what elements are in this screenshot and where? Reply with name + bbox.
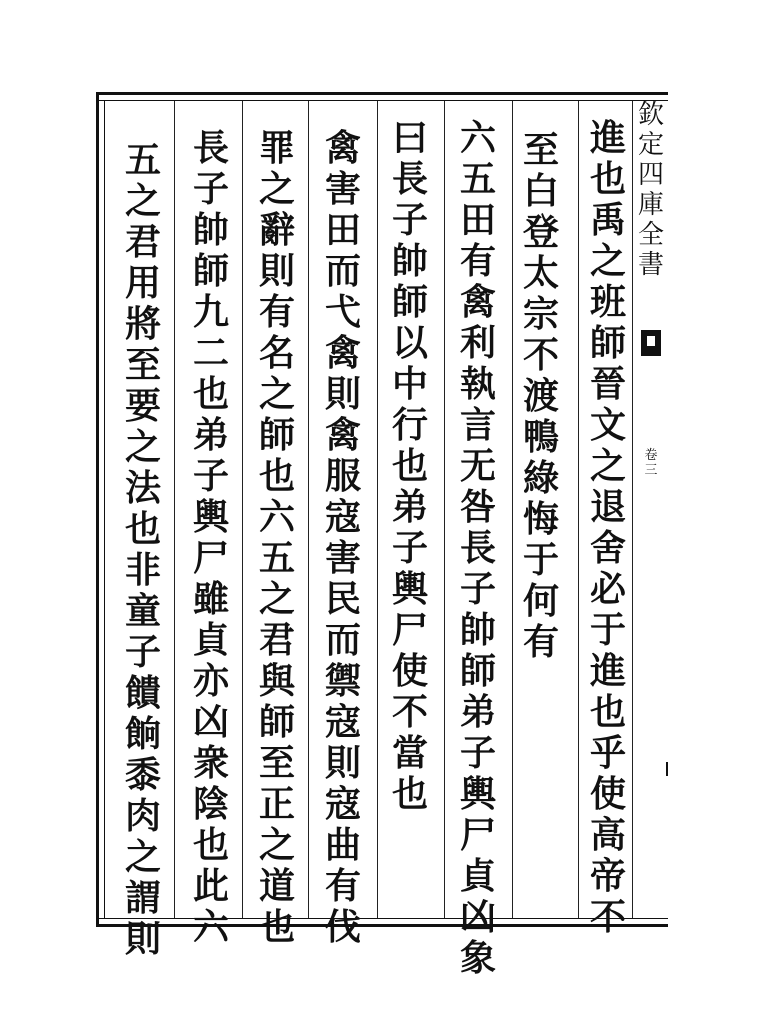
column-char: 帥 [391, 240, 428, 282]
column-char: 六 [258, 496, 295, 538]
title-char: 全 [637, 220, 664, 250]
column-char: 將 [124, 303, 161, 345]
column-char: 曰 [391, 117, 428, 159]
column-char: 凶 [459, 896, 496, 938]
column-char: 師 [192, 250, 229, 292]
column-char: 子 [391, 527, 428, 569]
column-char: 弟 [192, 414, 229, 456]
column-char: 无 [459, 445, 496, 487]
text-column [453, 118, 503, 979]
title-char: 庫 [637, 190, 664, 220]
column-char: 也 [391, 445, 428, 487]
column-divider [377, 101, 378, 918]
text-column [118, 140, 168, 960]
column-char: 中 [391, 363, 428, 405]
column-char: 文 [589, 404, 626, 446]
left-border [96, 92, 99, 927]
text-column [385, 118, 435, 815]
column-char: 陰 [192, 783, 229, 825]
column-char: 執 [459, 363, 496, 405]
column-char: 尸 [459, 814, 496, 856]
column-char: 師 [589, 322, 626, 364]
column-char: 寇 [324, 783, 361, 825]
column-char: 衆 [192, 742, 229, 784]
column-char: 肉 [124, 795, 161, 837]
column-char: 法 [124, 467, 161, 509]
column-divider [578, 101, 579, 918]
column-char: 餉 [124, 713, 161, 755]
column-char: 則 [324, 742, 361, 784]
column-char: 子 [459, 568, 496, 610]
text-column [516, 130, 566, 663]
column-char: 之 [258, 824, 295, 866]
column-char: 尸 [391, 609, 428, 651]
left-border-inner [104, 100, 105, 919]
column-char: 行 [391, 404, 428, 446]
column-char: 禽 [459, 281, 496, 323]
column-char: 師 [258, 414, 295, 456]
column-char: 白 [522, 170, 559, 212]
column-char: 師 [459, 650, 496, 692]
column-char: 貞 [459, 855, 496, 897]
column-char: 之 [124, 426, 161, 468]
column-char: 黍 [124, 754, 161, 796]
column-char: 帥 [459, 609, 496, 651]
column-char: 九 [192, 291, 229, 333]
column-char: 有 [324, 865, 361, 907]
column-char: 何 [522, 580, 559, 622]
column-char: 子 [391, 199, 428, 241]
column-char: 輿 [192, 496, 229, 538]
column-divider [308, 101, 309, 918]
column-char: 寇 [324, 701, 361, 743]
column-char: 而 [324, 619, 361, 661]
column-char: 弟 [459, 691, 496, 733]
column-char: 禦 [324, 660, 361, 702]
column-char: 田 [459, 199, 496, 241]
column-char: 也 [192, 373, 229, 415]
column-char: 師 [258, 701, 295, 743]
column-char: 則 [324, 373, 361, 415]
column-char: 之 [258, 373, 295, 415]
column-char: 至 [124, 344, 161, 386]
column-char: 之 [258, 168, 295, 210]
column-char: 則 [124, 918, 161, 960]
column-char: 六 [459, 117, 496, 159]
column-char: 曲 [324, 824, 361, 866]
column-char: 罪 [258, 127, 295, 169]
column-char: 有 [522, 621, 559, 663]
column-char: 不 [589, 896, 626, 938]
column-char: 五 [258, 537, 295, 579]
column-char: 君 [124, 221, 161, 263]
column-char: 帝 [589, 855, 626, 897]
volume-label [640, 448, 662, 478]
column-char: 禽 [324, 127, 361, 169]
column-char: 禹 [589, 199, 626, 241]
column-char: 弟 [391, 486, 428, 528]
column-char: 輿 [391, 568, 428, 610]
column-char: 也 [391, 773, 428, 815]
book-title [634, 100, 668, 280]
column-char: 二 [192, 332, 229, 374]
column-char: 也 [258, 906, 295, 948]
column-char: 服 [324, 455, 361, 497]
margin-tick [666, 762, 668, 776]
column-char: 不 [522, 334, 559, 376]
column-char: 言 [459, 404, 496, 446]
column-char: 也 [124, 508, 161, 550]
column-char: 也 [589, 158, 626, 200]
column-char: 必 [589, 568, 626, 610]
column-char: 高 [589, 814, 626, 856]
column-char: 長 [192, 127, 229, 169]
column-char: 班 [589, 281, 626, 323]
column-char: 悔 [522, 498, 559, 540]
column-char: 輿 [459, 773, 496, 815]
column-char: 而 [324, 250, 361, 292]
column-char: 之 [124, 180, 161, 222]
column-divider [242, 101, 243, 918]
column-char: 子 [124, 631, 161, 673]
title-char: 書 [637, 250, 664, 280]
column-char: 以 [391, 322, 428, 364]
column-char: 害 [324, 168, 361, 210]
column-divider [512, 101, 513, 918]
column-char: 亦 [192, 660, 229, 702]
text-column [252, 128, 302, 948]
title-char: 四 [637, 160, 664, 190]
column-char: 五 [459, 158, 496, 200]
column-char: 乎 [589, 732, 626, 774]
volume-char: 三 [644, 463, 658, 478]
column-char: 咎 [459, 486, 496, 528]
column-char: 長 [459, 527, 496, 569]
column-char: 饋 [124, 672, 161, 714]
column-char: 于 [522, 539, 559, 581]
column-char: 太 [522, 252, 559, 294]
column-char: 子 [192, 455, 229, 497]
volume-char: 卷 [644, 448, 658, 463]
column-char: 禽 [324, 414, 361, 456]
column-char: 尸 [192, 537, 229, 579]
column-char: 長 [391, 158, 428, 200]
column-char: 禽 [324, 332, 361, 374]
column-char: 則 [258, 250, 295, 292]
column-char: 使 [589, 773, 626, 815]
column-char: 之 [589, 240, 626, 282]
column-char: 寇 [324, 496, 361, 538]
column-divider [444, 101, 445, 918]
column-char: 此 [192, 865, 229, 907]
column-char: 也 [258, 455, 295, 497]
column-char: 進 [589, 650, 626, 692]
column-char: 子 [459, 732, 496, 774]
column-char: 使 [391, 650, 428, 692]
column-char: 正 [258, 783, 295, 825]
title-char: 欽 [637, 100, 664, 130]
column-char: 至 [258, 742, 295, 784]
column-char: 帥 [192, 209, 229, 251]
column-char: 民 [324, 578, 361, 620]
title-char: 定 [637, 130, 664, 160]
text-column [186, 128, 236, 948]
column-char: 宗 [522, 293, 559, 335]
column-char: 童 [124, 590, 161, 632]
column-char: 非 [124, 549, 161, 591]
column-char: 六 [192, 906, 229, 948]
column-char: 至 [522, 129, 559, 171]
column-char: 舍 [589, 527, 626, 569]
column-char: 利 [459, 322, 496, 364]
top-border-inner [96, 100, 668, 101]
column-char: 有 [459, 240, 496, 282]
column-char: 進 [589, 117, 626, 159]
column-char: 謂 [124, 877, 161, 919]
column-char: 退 [589, 486, 626, 528]
column-char: 貞 [192, 619, 229, 661]
column-char: 辭 [258, 209, 295, 251]
column-char: 綠 [522, 457, 559, 499]
column-divider [174, 101, 175, 918]
column-char: 凶 [192, 701, 229, 743]
column-char: 雖 [192, 578, 229, 620]
column-char: 五 [124, 139, 161, 181]
column-char: 伐 [324, 906, 361, 948]
column-char: 晉 [589, 363, 626, 405]
column-char: 于 [589, 609, 626, 651]
column-char: 子 [192, 168, 229, 210]
column-char: 也 [192, 824, 229, 866]
column-char: 當 [391, 732, 428, 774]
column-char: 不 [391, 691, 428, 733]
text-column [318, 128, 368, 948]
column-char: 道 [258, 865, 295, 907]
column-char: 象 [459, 937, 496, 979]
column-char: 渡 [522, 375, 559, 417]
column-char: 與 [258, 660, 295, 702]
column-char: 鴨 [522, 416, 559, 458]
column-char: 也 [589, 691, 626, 733]
column-char: 登 [522, 211, 559, 253]
fish-tail-mark-icon [641, 330, 661, 356]
column-char: 田 [324, 209, 361, 251]
text-column [583, 118, 633, 938]
column-char: 弋 [324, 291, 361, 333]
column-char: 要 [124, 385, 161, 427]
column-char: 之 [589, 445, 626, 487]
column-char: 名 [258, 332, 295, 374]
column-char: 君 [258, 619, 295, 661]
column-char: 師 [391, 281, 428, 323]
column-char: 用 [124, 262, 161, 304]
column-char: 之 [258, 578, 295, 620]
top-border [96, 92, 668, 95]
column-char: 有 [258, 291, 295, 333]
column-char: 之 [124, 836, 161, 878]
column-char: 害 [324, 537, 361, 579]
